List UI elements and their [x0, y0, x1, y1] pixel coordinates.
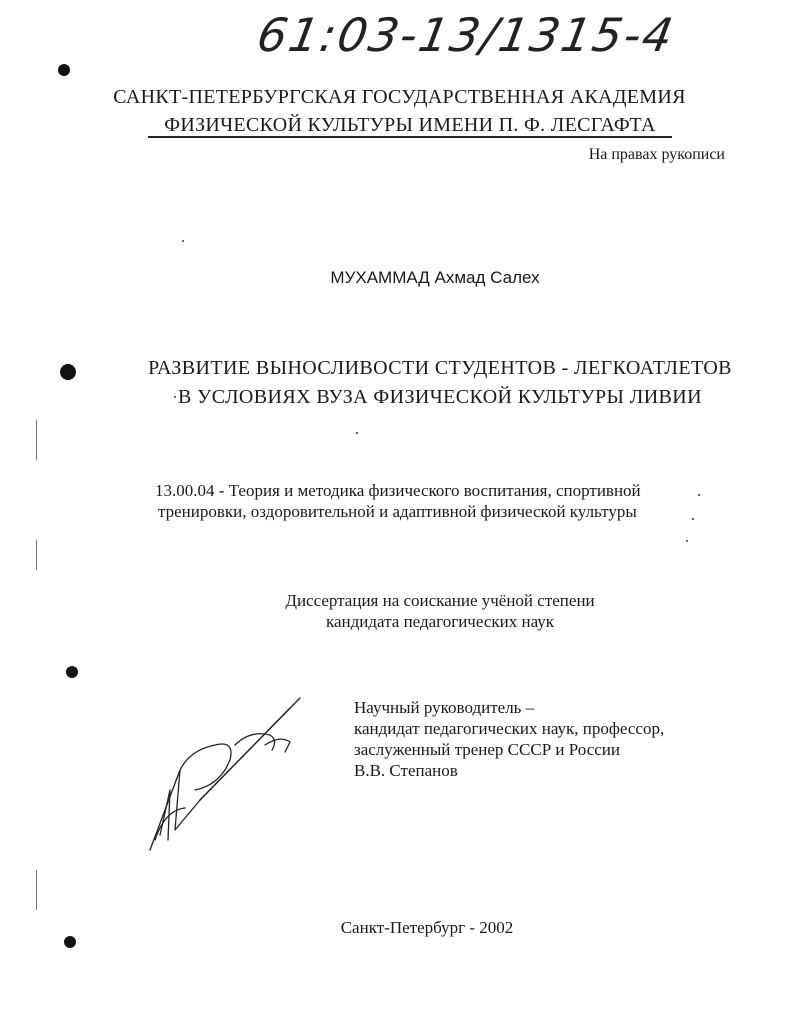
- author-name: МУХАММАД Ахмад Салех: [330, 268, 540, 287]
- scan-speck: [686, 540, 688, 542]
- specialty-line-1: 13.00.04 - Теория и методика физического воспитания, спортивной: [155, 481, 641, 500]
- archive-code-handwritten: 61:03-13/1315-4: [253, 8, 679, 62]
- institution-line-1: САНКТ-ПЕТЕРБУРГСКАЯ ГОСУДАРСТВЕННАЯ АКАДЕМИЯ: [113, 86, 686, 108]
- title-line-2: В УСЛОВИЯХ ВУЗА ФИЗИЧЕСКОЙ КУЛЬТУРЫ ЛИВИИ: [178, 386, 702, 408]
- binder-hole-dot: [60, 364, 76, 380]
- manuscript-note: На правах рукописи: [588, 146, 725, 163]
- scan-speck: [174, 396, 176, 398]
- specialty-line-2: тренировки, оздоровительной и адаптивной физической культуры: [158, 502, 637, 521]
- advisor-line-4: В.В. Степанов: [354, 761, 458, 780]
- degree-line-2: кандидата педагогических наук: [325, 612, 555, 631]
- degree-line-1: Диссертация на соискание учёной степени: [285, 591, 595, 610]
- scan-speck: [692, 518, 694, 520]
- scan-speck: [356, 432, 358, 434]
- scan-speck: [182, 240, 184, 242]
- header-rule: [148, 136, 672, 138]
- city-year: Санкт-Петербург - 2002: [340, 918, 514, 937]
- title-line-1: РАЗВИТИЕ ВЫНОСЛИВОСТИ СТУДЕНТОВ - ЛЕГКОАТЛЕТОВ: [148, 357, 732, 379]
- binder-hole-dot: [64, 936, 76, 948]
- signature-drawing: [140, 690, 320, 860]
- advisor-line-1: Научный руководитель –: [354, 698, 535, 717]
- institution-line-2: ФИЗИЧЕСКОЙ КУЛЬТУРЫ ИМЕНИ П. Ф. ЛЕСГАФТА: [164, 114, 656, 136]
- advisor-line-2: кандидат педагогических наук, профессор,: [354, 719, 665, 738]
- binder-hole-dot: [66, 666, 78, 678]
- scan-mark: [36, 540, 37, 570]
- scan-mark: [36, 870, 37, 910]
- scan-mark: [36, 420, 37, 460]
- scan-speck: [698, 494, 700, 496]
- advisor-line-3: заслуженный тренер СССР и России: [354, 740, 620, 759]
- binder-hole-dot: [58, 64, 70, 76]
